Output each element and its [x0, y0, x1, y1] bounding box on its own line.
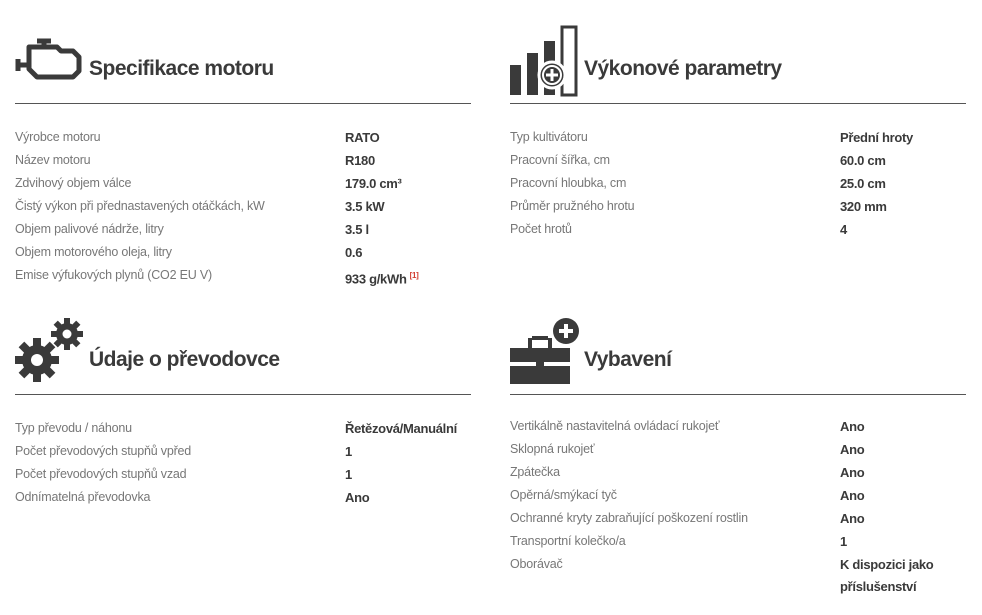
row-label: Pracovní hloubka, cm: [510, 176, 627, 190]
equipment-rows: [510, 416, 966, 598]
row-label: Transportní kolečko/a: [510, 534, 626, 548]
row-value: K dispozici jako příslušenství: [840, 557, 934, 594]
table-row: [510, 173, 966, 196]
table-row: [15, 127, 471, 150]
row-label: Typ kultivátoru: [510, 130, 588, 144]
row-label: Počet převodových stupňů vpřed: [15, 444, 192, 458]
engine-spec-title: Specifikace motoru: [89, 57, 274, 80]
equipment-title: Vybavení: [584, 348, 672, 371]
performance-rows: [510, 127, 966, 242]
performance-chart-icon: [510, 25, 580, 97]
table-row: [510, 462, 966, 485]
table-row: [15, 418, 471, 441]
table-row: [510, 508, 966, 531]
row-label: Opěrná/smýkací tyč: [510, 488, 617, 502]
row-label: Ochranné kryty zabraňující poškození rostlin: [510, 511, 748, 525]
row-value: 60.0 cm: [840, 153, 886, 168]
table-row: [510, 196, 966, 219]
table-row: [15, 173, 471, 196]
row-value: Ano: [840, 511, 865, 526]
engine-spec-rows: [15, 127, 471, 288]
transmission-divider: [15, 394, 471, 395]
row-value: R180: [345, 153, 375, 168]
engine-spec-section: [15, 15, 471, 287]
table-row: [510, 416, 966, 439]
row-value: Ano: [840, 465, 865, 480]
table-row: [510, 439, 966, 462]
table-row: [15, 196, 471, 219]
table-row: [15, 219, 471, 242]
table-row: [510, 127, 966, 150]
row-label: Objem palivové nádrže, litry: [15, 222, 164, 236]
row-value: Řetězová/Manuální: [345, 421, 457, 436]
row-value: Ano: [840, 488, 865, 503]
row-value: 179.0 cm³: [345, 176, 402, 191]
equipment-divider: [510, 394, 966, 395]
transmission-section: [15, 306, 471, 505]
row-value: 1: [840, 534, 847, 549]
table-row: [15, 487, 471, 510]
row-value: 3.5 l: [345, 222, 369, 237]
row-value: Ano: [840, 442, 865, 457]
row-value: Ano: [840, 419, 865, 434]
row-value: [345, 265, 419, 290]
row-label: Sklopná rukojeť: [510, 442, 595, 456]
table-row: [15, 150, 471, 173]
row-label: Zpátečka: [510, 465, 560, 479]
engine-spec-divider: [15, 103, 471, 104]
table-row: [510, 531, 966, 554]
row-value: 320 mm: [840, 199, 887, 214]
row-label: Čistý výkon při přednastavených otáčkách, kW: [15, 199, 265, 213]
footnote-link[interactable]: [1]: [409, 271, 419, 280]
row-value: 4: [840, 222, 847, 237]
row-value: 1: [345, 444, 352, 459]
row-label: Vertikálně nastavitelná ovládací rukojeť: [510, 419, 720, 433]
engine-icon: [15, 37, 85, 85]
row-label: Odnímatelná převodovka: [15, 490, 151, 504]
row-label: Průměr pružného hrotu: [510, 199, 635, 213]
table-row: [15, 464, 471, 487]
table-row: [15, 265, 471, 288]
table-row: [15, 242, 471, 265]
performance-title: Výkonové parametry: [584, 57, 782, 80]
row-label: Emise výfukových plynů (CO2 EU V): [15, 268, 212, 282]
table-row: [510, 554, 966, 598]
row-value: RATO: [345, 130, 380, 145]
row-label: Pracovní šířka, cm: [510, 153, 610, 167]
performance-divider: [510, 103, 966, 104]
equipment-section: [510, 306, 966, 594]
row-label: Objem motorového oleja, litry: [15, 245, 172, 259]
performance-section: [510, 15, 966, 237]
gears-icon: [15, 318, 85, 386]
row-label: Název motoru: [15, 153, 91, 167]
row-label: Počet převodových stupňů vzad: [15, 467, 187, 481]
table-row: [510, 485, 966, 508]
row-label: Zdvihový objem válce: [15, 176, 132, 190]
transmission-header: [15, 306, 471, 386]
table-row: [510, 150, 966, 173]
row-value: 0.6: [345, 245, 363, 260]
row-label: Počet hrotů: [510, 222, 572, 236]
row-value: Přední hroty: [840, 130, 913, 145]
table-row: [15, 441, 471, 464]
row-label: Typ převodu / náhonu: [15, 421, 132, 435]
row-label: Oborávač: [510, 557, 563, 571]
performance-header: [510, 15, 966, 95]
table-row: [510, 219, 966, 242]
row-value: Ano: [345, 490, 370, 505]
toolbox-plus-icon: [510, 318, 580, 386]
transmission-rows: [15, 418, 471, 510]
row-value: 3.5 kW: [345, 199, 385, 214]
engine-spec-header: [15, 15, 471, 95]
row-value: 25.0 cm: [840, 176, 886, 191]
row-label: Výrobce motoru: [15, 130, 101, 144]
equipment-header: [510, 306, 966, 386]
transmission-title: Údaje o převodovce: [89, 348, 280, 371]
row-value-text: 933 g/kWh: [345, 271, 407, 287]
row-value: 1: [345, 467, 352, 482]
